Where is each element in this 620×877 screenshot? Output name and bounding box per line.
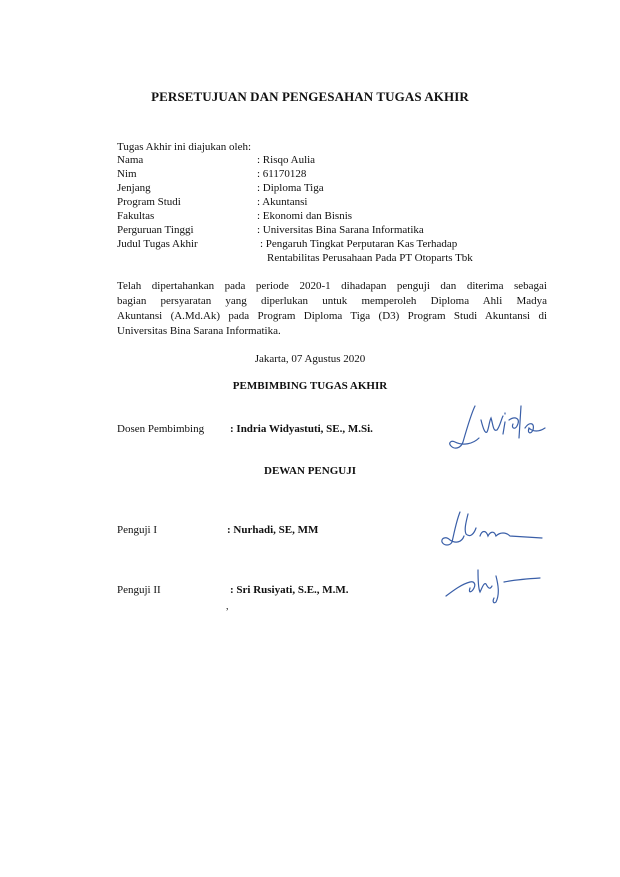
approval-paragraph: [117, 279, 547, 339]
field-value: : Risqo Aulia: [257, 154, 316, 166]
examiner-name: : Sri Rusiyati, S.E., M.M.: [230, 584, 349, 596]
examiner-label: Penguji I: [117, 524, 158, 536]
field-label: Jenjang: [117, 182, 151, 194]
place-date: Jakarta, 07 Agustus 2020: [254, 353, 366, 365]
advisor-heading: PEMBIMBING TUGAS AKHIR: [232, 380, 388, 392]
field-value: : Universitas Bina Sarana Informatika: [257, 224, 424, 236]
paragraph-line: Universitas Bina Sarana Informatika.: [117, 325, 281, 337]
field-value: : Pengaruh Tingkat Perputaran Kas Terhadap: [260, 238, 458, 250]
intro-text: Tugas Akhir ini diajukan oleh:: [117, 141, 252, 153]
paragraph-line: Telah dipertahankan pada periode 2020-1 dihadapan penguji dan diterima sebagai: [117, 280, 547, 292]
field-value: : Akuntansi: [257, 196, 308, 208]
advisor-signature: [445, 398, 550, 456]
field-label: Perguruan Tinggi: [117, 224, 194, 236]
field-value: : Diploma Tiga: [257, 182, 324, 194]
page-title: PERSETUJUAN DAN PENGESAHAN TUGAS AKHIR: [151, 89, 469, 104]
advisor-name: : Indria Widyastuti, SE., M.Si.: [230, 423, 373, 435]
field-label: Program Studi: [117, 196, 181, 208]
examiner-label: Penguji II: [117, 584, 161, 596]
examiner-name: : Nurhadi, SE, MM: [227, 524, 319, 536]
paragraph-line: bagian persyaratan yang diperlukan untuk memperoleh Diploma Ahli Madya: [117, 295, 547, 307]
paragraph-line: Akuntansi (A.Md.Ak) pada Program Diploma Tiga (D3) Program Studi Akuntansi di: [117, 310, 547, 322]
board-heading: DEWAN PENGUJI: [264, 465, 356, 477]
examiner-1-signature: [438, 508, 548, 550]
field-value: : 61170128: [257, 168, 307, 180]
advisor-label: Dosen Pembimbing: [117, 423, 205, 435]
field-label: Nama: [117, 154, 144, 166]
field-label: Judul Tugas Akhir: [117, 238, 198, 250]
stray-mark: ,: [226, 601, 229, 612]
field-value: : Ekonomi dan Bisnis: [257, 210, 353, 222]
field-value-continued: Rentabilitas Perusahaan Pada PT Otoparts Tbk: [267, 252, 473, 264]
field-label: Nim: [117, 168, 137, 180]
examiner-2-signature: [444, 566, 544, 606]
field-label: Fakultas: [117, 210, 155, 222]
